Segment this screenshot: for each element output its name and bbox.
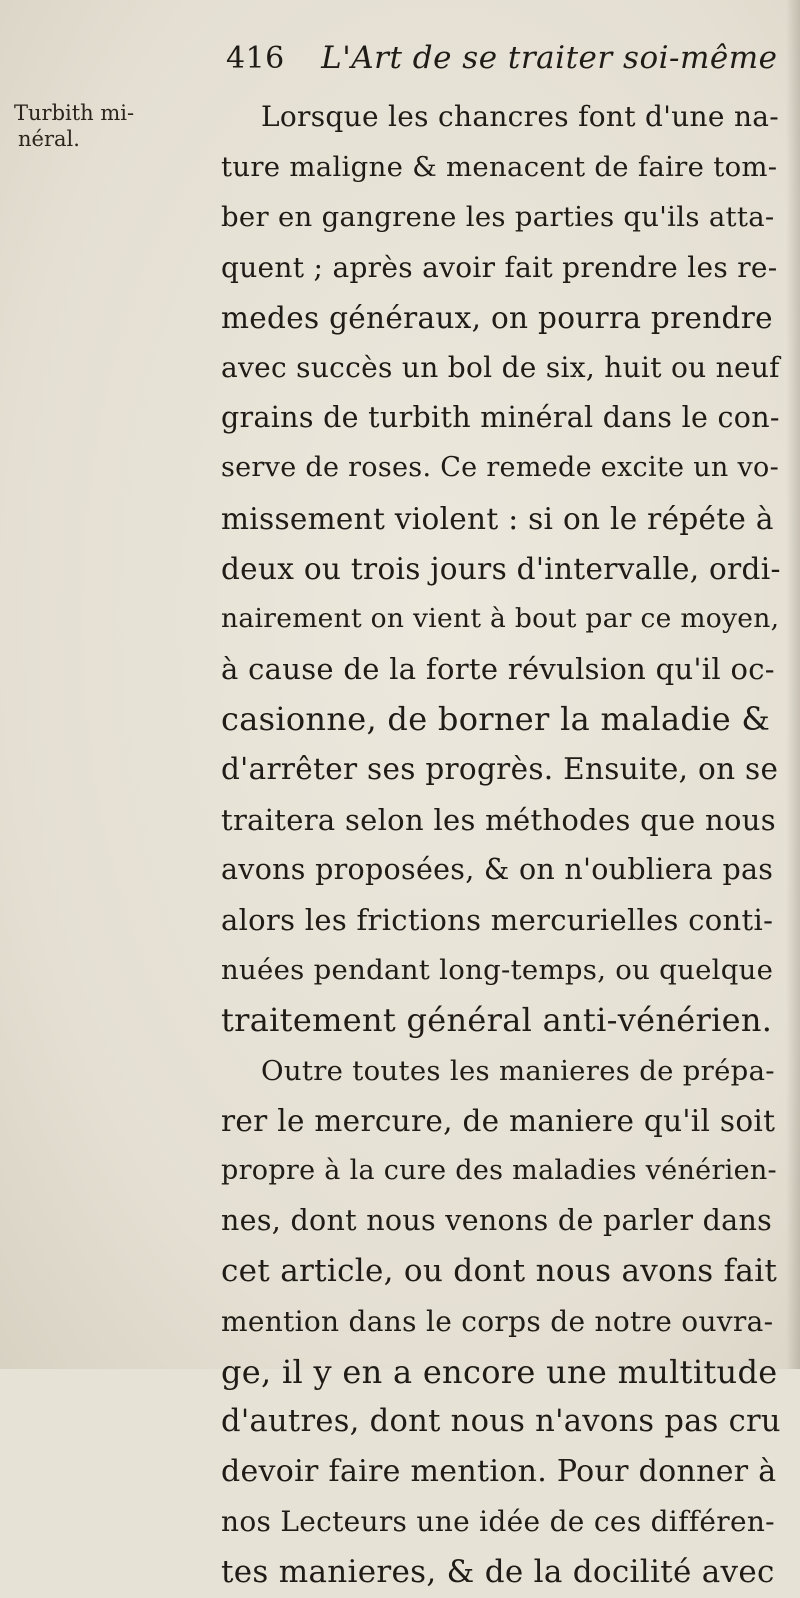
- text-line: nes, dont nous venons de parler dans: [221, 1204, 773, 1238]
- text-line: à cause de la forte révulsion qu'il oc-: [221, 652, 775, 687]
- page-edge-shadow: [786, 0, 800, 1369]
- text-line: tes manieres, & de la docilité avec: [221, 1554, 775, 1591]
- text-line: medes généraux, on pourra prendre: [221, 300, 773, 335]
- text-line: ber en gangrene les parties qu'ils atta-: [221, 201, 775, 234]
- text-line: cet article, ou dont nous avons fait: [221, 1253, 778, 1290]
- text-line: nos Lecteurs une idée de ces différen-: [221, 1505, 775, 1539]
- body-text: [221, 92, 781, 1598]
- text-line: traitement général anti-vénérien.: [221, 1001, 773, 1040]
- text-line: devoir faire mention. Pour donner à: [221, 1454, 777, 1490]
- text-line: traitera selon les méthodes que nous: [221, 802, 776, 837]
- text-line: Outre toutes les manieres de prépa-: [261, 1054, 775, 1087]
- text-line: serve de roses. Ce remede excite un vo-: [221, 452, 780, 484]
- text-line: d'autres, dont nous n'avons pas cru: [221, 1403, 781, 1439]
- margin-note: [14, 100, 159, 152]
- text-line: quent ; après avoir fait prendre les re-: [221, 250, 778, 284]
- margin-note-line: néral.: [18, 127, 80, 151]
- text-line: avec succès un bol de six, huit ou neuf: [221, 350, 780, 384]
- margin-note-line: Turbith mi-: [14, 101, 135, 125]
- text-line: avons proposées, & on n'oubliera pas: [221, 852, 774, 886]
- running-title: L'Art de se traiter soi-même: [321, 40, 778, 76]
- text-line: Lorsque les chancres font d'une na-: [261, 100, 780, 133]
- page-number: 416: [226, 41, 285, 76]
- text-line: grains de turbith minéral dans le con-: [221, 401, 780, 435]
- text-line: rer le mercure, de maniere qu'il soit: [221, 1103, 776, 1138]
- text-line: missement violent : si on le répéte à: [221, 501, 774, 536]
- text-line: nuées pendant long-temps, ou quelque: [221, 954, 774, 987]
- text-line: propre à la cure des maladies vénérien-: [221, 1154, 777, 1186]
- text-line: ge, il y en a encore une multitude: [221, 1352, 778, 1391]
- text-line: mention dans le corps de notre ouvra-: [221, 1304, 774, 1338]
- text-line: nairement on vient à bout par ce moyen,: [221, 602, 780, 634]
- text-line: casionne, de borner la maladie &: [221, 700, 771, 739]
- text-line: d'arrêter ses progrès. Ensuite, on se: [221, 752, 779, 787]
- text-line: ture maligne & menacent de faire tom-: [221, 151, 778, 184]
- text-line: alors les frictions mercurielles conti-: [221, 903, 774, 937]
- text-line: deux ou trois jours d'intervalle, ordi-: [221, 551, 781, 586]
- running-header: [226, 40, 778, 76]
